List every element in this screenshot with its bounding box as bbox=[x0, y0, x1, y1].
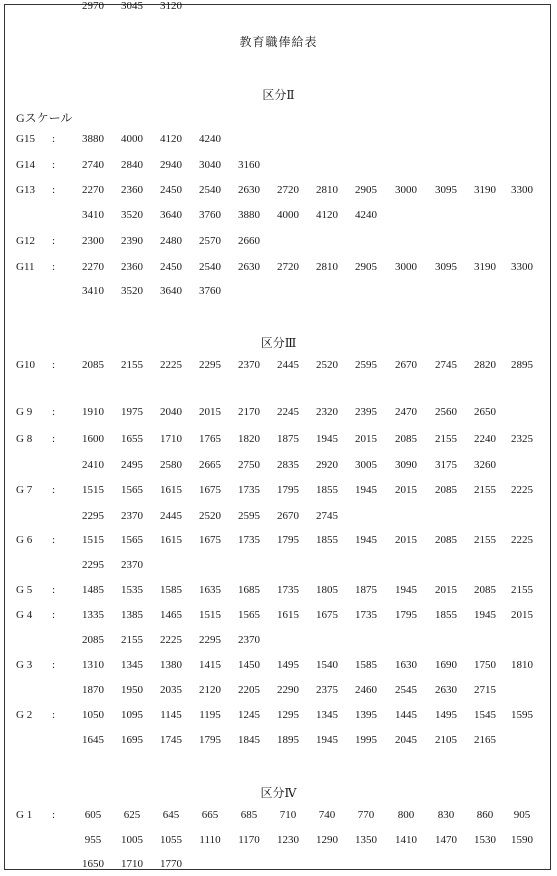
grade-label: G15 bbox=[16, 133, 35, 145]
salary-value: 905 bbox=[513, 809, 531, 821]
salary-value: 2410 bbox=[82, 459, 104, 471]
salary-value: 2745 bbox=[316, 510, 338, 522]
salary-value: 2905 bbox=[355, 261, 377, 273]
salary-value: 685 bbox=[240, 809, 258, 821]
grade-label: G 2 bbox=[16, 709, 33, 721]
salary-value: 830 bbox=[437, 809, 455, 821]
section-heading: 区分Ⅲ bbox=[260, 336, 297, 350]
salary-value: 1055 bbox=[160, 834, 182, 846]
salary-value: 2155 bbox=[474, 484, 496, 496]
salary-value: 1795 bbox=[199, 734, 221, 746]
salary-value: 3410 bbox=[82, 285, 104, 297]
salary-value: 1345 bbox=[121, 659, 143, 671]
salary-value: 1795 bbox=[395, 609, 417, 621]
salary-value: 860 bbox=[476, 809, 494, 821]
salary-value: 1310 bbox=[82, 659, 104, 671]
salary-value: 2370 bbox=[238, 634, 260, 646]
salary-value: 2155 bbox=[511, 584, 533, 596]
salary-value: 1710 bbox=[160, 433, 182, 445]
grade-label: G12 bbox=[16, 235, 35, 247]
grade-colon: : bbox=[52, 359, 56, 371]
grade-colon: : bbox=[52, 484, 56, 496]
salary-value: 2595 bbox=[355, 359, 377, 371]
salary-value: 2660 bbox=[238, 235, 260, 247]
salary-value: 2120 bbox=[199, 684, 221, 696]
salary-value: 2295 bbox=[82, 559, 104, 571]
salary-value: 1805 bbox=[316, 584, 338, 596]
grade-colon: : bbox=[52, 133, 56, 145]
salary-value: 2155 bbox=[121, 359, 143, 371]
grade-label: G 4 bbox=[16, 609, 33, 621]
salary-value: 2015 bbox=[395, 534, 417, 546]
salary-value: 1170 bbox=[238, 834, 260, 846]
grade-label: G 8 bbox=[16, 433, 33, 445]
grade-label: G 1 bbox=[16, 809, 33, 821]
salary-value: 1810 bbox=[511, 659, 533, 671]
salary-value: 1290 bbox=[316, 834, 338, 846]
salary-value: 2155 bbox=[121, 634, 143, 646]
salary-value: 1690 bbox=[435, 659, 457, 671]
salary-value: 3190 bbox=[474, 261, 496, 273]
salary-value: 1645 bbox=[82, 734, 104, 746]
salary-value: 1050 bbox=[82, 709, 104, 721]
salary-value: 1950 bbox=[121, 684, 143, 696]
salary-value: 2085 bbox=[395, 433, 417, 445]
salary-value: 2390 bbox=[121, 235, 143, 247]
salary-value: 2015 bbox=[435, 584, 457, 596]
section-heading: 区分Ⅱ bbox=[262, 88, 295, 102]
salary-value: 2045 bbox=[395, 734, 417, 746]
salary-value: 2595 bbox=[238, 510, 260, 522]
salary-value: 1735 bbox=[355, 609, 377, 621]
grade-label: G10 bbox=[16, 359, 35, 371]
salary-value: 3040 bbox=[199, 159, 221, 171]
salary-value: 1495 bbox=[435, 709, 457, 721]
salary-value: 2105 bbox=[435, 734, 457, 746]
salary-value: 2295 bbox=[199, 359, 221, 371]
salary-value: 2225 bbox=[511, 484, 533, 496]
salary-value: 2225 bbox=[511, 534, 533, 546]
salary-value: 2665 bbox=[199, 459, 221, 471]
salary-value: 4000 bbox=[277, 209, 299, 221]
salary-value: 2360 bbox=[121, 184, 143, 196]
salary-value: 2085 bbox=[435, 484, 457, 496]
salary-value: 1945 bbox=[316, 433, 338, 445]
salary-value: 1875 bbox=[355, 584, 377, 596]
salary-value: 1735 bbox=[238, 534, 260, 546]
salary-value: 1765 bbox=[199, 433, 221, 445]
salary-value: 645 bbox=[162, 809, 180, 821]
salary-value: 2375 bbox=[316, 684, 338, 696]
grade-colon: : bbox=[52, 159, 56, 171]
salary-value: 1945 bbox=[474, 609, 496, 621]
salary-value: 1350 bbox=[355, 834, 377, 846]
salary-value: 1910 bbox=[82, 406, 104, 418]
salary-value: 1590 bbox=[511, 834, 533, 846]
salary-value: 1565 bbox=[121, 534, 143, 546]
salary-value: 2370 bbox=[238, 359, 260, 371]
salary-value: 1245 bbox=[238, 709, 260, 721]
salary-value: 1845 bbox=[238, 734, 260, 746]
salary-value: 1450 bbox=[238, 659, 260, 671]
salary-value: 1855 bbox=[435, 609, 457, 621]
salary-value: 1545 bbox=[474, 709, 496, 721]
salary-value: 3300 bbox=[511, 261, 533, 273]
salary-value: 3095 bbox=[435, 184, 457, 196]
salary-value: 1945 bbox=[395, 584, 417, 596]
salary-value: 2670 bbox=[395, 359, 417, 371]
salary-value: 1595 bbox=[511, 709, 533, 721]
salary-value: 1750 bbox=[474, 659, 496, 671]
salary-value: 4240 bbox=[199, 133, 221, 145]
salary-value: 1395 bbox=[355, 709, 377, 721]
scale-label: Gスケール bbox=[16, 111, 73, 125]
salary-value: 3260 bbox=[474, 459, 496, 471]
grade-label: G13 bbox=[16, 184, 35, 196]
salary-value: 2445 bbox=[160, 510, 182, 522]
salary-value: 1515 bbox=[82, 484, 104, 496]
salary-value: 3880 bbox=[238, 209, 260, 221]
salary-value: 2225 bbox=[160, 359, 182, 371]
page-title: 教育職俸給表 bbox=[239, 35, 318, 49]
salary-value: 2480 bbox=[160, 235, 182, 247]
salary-value: 2205 bbox=[238, 684, 260, 696]
salary-value: 770 bbox=[357, 809, 375, 821]
grade-label: G11 bbox=[16, 261, 35, 273]
salary-value: 2450 bbox=[160, 261, 182, 273]
salary-value: 1820 bbox=[238, 433, 260, 445]
salary-value: 2015 bbox=[199, 406, 221, 418]
salary-value: 1295 bbox=[277, 709, 299, 721]
salary-value: 2290 bbox=[277, 684, 299, 696]
salary-value: 2745 bbox=[435, 359, 457, 371]
salary-value: 2450 bbox=[160, 184, 182, 196]
salary-value: 665 bbox=[201, 809, 219, 821]
salary-value: 2820 bbox=[474, 359, 496, 371]
salary-value: 3880 bbox=[82, 133, 104, 145]
salary-value: 1230 bbox=[277, 834, 299, 846]
salary-value: 1735 bbox=[277, 584, 299, 596]
salary-value: 2520 bbox=[316, 359, 338, 371]
salary-value: 1685 bbox=[238, 584, 260, 596]
salary-value: 1410 bbox=[395, 834, 417, 846]
salary-value: 3175 bbox=[435, 459, 457, 471]
salary-value: 2630 bbox=[238, 261, 260, 273]
grade-label: G 9 bbox=[16, 406, 33, 418]
salary-value: 3410 bbox=[82, 209, 104, 221]
salary-value: 3160 bbox=[238, 159, 260, 171]
salary-value: 2540 bbox=[199, 261, 221, 273]
salary-value: 1530 bbox=[474, 834, 496, 846]
salary-value: 2360 bbox=[121, 261, 143, 273]
salary-value: 1995 bbox=[355, 734, 377, 746]
grade-colon: : bbox=[52, 433, 56, 445]
salary-value: 1565 bbox=[121, 484, 143, 496]
salary-value: 605 bbox=[84, 809, 102, 821]
salary-value: 1945 bbox=[355, 484, 377, 496]
salary-value: 1415 bbox=[199, 659, 221, 671]
salary-value: 1005 bbox=[121, 834, 143, 846]
salary-value: 710 bbox=[279, 809, 297, 821]
salary-value: 2650 bbox=[474, 406, 496, 418]
salary-value: 1585 bbox=[355, 659, 377, 671]
salary-value: 1380 bbox=[160, 659, 182, 671]
salary-value: 1615 bbox=[160, 484, 182, 496]
salary-value: 1515 bbox=[199, 609, 221, 621]
section-heading: 区分Ⅳ bbox=[260, 786, 297, 800]
salary-value: 3000 bbox=[395, 261, 417, 273]
salary-value: 1345 bbox=[316, 709, 338, 721]
salary-value: 1795 bbox=[277, 484, 299, 496]
grade-colon: : bbox=[52, 609, 56, 621]
salary-value: 1945 bbox=[355, 534, 377, 546]
grade-colon: : bbox=[52, 659, 56, 671]
salary-value: 2035 bbox=[160, 684, 182, 696]
salary-value: 2085 bbox=[435, 534, 457, 546]
salary-value: 1695 bbox=[121, 734, 143, 746]
salary-value: 2970 bbox=[82, 0, 104, 12]
grade-colon: : bbox=[52, 534, 56, 546]
salary-value: 2155 bbox=[435, 433, 457, 445]
salary-value: 3760 bbox=[199, 209, 221, 221]
salary-value: 2015 bbox=[355, 433, 377, 445]
salary-value: 2295 bbox=[82, 510, 104, 522]
salary-value: 1735 bbox=[238, 484, 260, 496]
salary-value: 2840 bbox=[121, 159, 143, 171]
salary-value: 1855 bbox=[316, 484, 338, 496]
salary-value: 2670 bbox=[277, 510, 299, 522]
grade-label: G 7 bbox=[16, 484, 33, 496]
salary-value: 2445 bbox=[277, 359, 299, 371]
salary-value: 1145 bbox=[160, 709, 182, 721]
salary-value: 2630 bbox=[435, 684, 457, 696]
grade-colon: : bbox=[52, 235, 56, 247]
salary-value: 3045 bbox=[121, 0, 143, 12]
salary-value: 2750 bbox=[238, 459, 260, 471]
salary-value: 2580 bbox=[160, 459, 182, 471]
salary-value: 1675 bbox=[199, 484, 221, 496]
salary-value: 2630 bbox=[238, 184, 260, 196]
salary-value: 2300 bbox=[82, 235, 104, 247]
salary-value: 955 bbox=[84, 834, 102, 846]
salary-value: 2520 bbox=[199, 510, 221, 522]
salary-value: 4120 bbox=[316, 209, 338, 221]
salary-value: 2085 bbox=[474, 584, 496, 596]
grade-colon: : bbox=[52, 406, 56, 418]
salary-value: 2540 bbox=[199, 184, 221, 196]
salary-value: 2905 bbox=[355, 184, 377, 196]
salary-value: 2395 bbox=[355, 406, 377, 418]
salary-value: 2545 bbox=[395, 684, 417, 696]
salary-value: 2470 bbox=[395, 406, 417, 418]
salary-value: 1615 bbox=[160, 534, 182, 546]
salary-value: 1600 bbox=[82, 433, 104, 445]
salary-value: 1635 bbox=[199, 584, 221, 596]
salary-value: 1615 bbox=[277, 609, 299, 621]
salary-value: 1795 bbox=[277, 534, 299, 546]
salary-value: 2155 bbox=[474, 534, 496, 546]
salary-value: 1650 bbox=[82, 858, 104, 870]
salary-value: 625 bbox=[123, 809, 141, 821]
salary-value: 2040 bbox=[160, 406, 182, 418]
salary-value: 1335 bbox=[82, 609, 104, 621]
salary-value: 2170 bbox=[238, 406, 260, 418]
grade-colon: : bbox=[52, 261, 56, 273]
salary-value: 1445 bbox=[395, 709, 417, 721]
salary-value: 1875 bbox=[277, 433, 299, 445]
salary-value: 2810 bbox=[316, 184, 338, 196]
salary-value: 1565 bbox=[238, 609, 260, 621]
salary-value: 740 bbox=[318, 809, 336, 821]
salary-value: 2495 bbox=[121, 459, 143, 471]
salary-value: 2940 bbox=[160, 159, 182, 171]
salary-value: 1515 bbox=[82, 534, 104, 546]
salary-value: 2240 bbox=[474, 433, 496, 445]
salary-value: 2810 bbox=[316, 261, 338, 273]
salary-value: 2560 bbox=[435, 406, 457, 418]
salary-value: 4000 bbox=[121, 133, 143, 145]
salary-value: 1855 bbox=[316, 534, 338, 546]
salary-value: 2295 bbox=[199, 634, 221, 646]
salary-value: 3190 bbox=[474, 184, 496, 196]
salary-value: 1385 bbox=[121, 609, 143, 621]
salary-value: 1110 bbox=[199, 834, 221, 846]
salary-value: 1745 bbox=[160, 734, 182, 746]
salary-value: 2570 bbox=[199, 235, 221, 247]
salary-value: 2720 bbox=[277, 184, 299, 196]
salary-value: 4120 bbox=[160, 133, 182, 145]
salary-value: 1465 bbox=[160, 609, 182, 621]
salary-value: 1095 bbox=[121, 709, 143, 721]
salary-value: 1585 bbox=[160, 584, 182, 596]
salary-value: 1495 bbox=[277, 659, 299, 671]
salary-value: 1540 bbox=[316, 659, 338, 671]
salary-value: 2920 bbox=[316, 459, 338, 471]
salary-value: 2460 bbox=[355, 684, 377, 696]
grade-label: G 6 bbox=[16, 534, 33, 546]
salary-value: 3005 bbox=[355, 459, 377, 471]
salary-value: 1195 bbox=[199, 709, 221, 721]
salary-value: 2245 bbox=[277, 406, 299, 418]
grade-colon: : bbox=[52, 184, 56, 196]
salary-value: 1770 bbox=[160, 858, 182, 870]
salary-value: 3095 bbox=[435, 261, 457, 273]
salary-value: 1710 bbox=[121, 858, 143, 870]
salary-value: 2270 bbox=[82, 261, 104, 273]
salary-value: 2015 bbox=[511, 609, 533, 621]
salary-value: 3520 bbox=[121, 285, 143, 297]
salary-value: 2320 bbox=[316, 406, 338, 418]
salary-value: 1535 bbox=[121, 584, 143, 596]
salary-value: 1895 bbox=[277, 734, 299, 746]
salary-value: 2370 bbox=[121, 559, 143, 571]
salary-value: 1945 bbox=[316, 734, 338, 746]
salary-value: 1485 bbox=[82, 584, 104, 596]
salary-value: 2370 bbox=[121, 510, 143, 522]
salary-value: 1655 bbox=[121, 433, 143, 445]
salary-value: 1675 bbox=[199, 534, 221, 546]
salary-value: 2015 bbox=[395, 484, 417, 496]
grade-colon: : bbox=[52, 709, 56, 721]
salary-value: 1870 bbox=[82, 684, 104, 696]
salary-value: 2835 bbox=[277, 459, 299, 471]
grade-label: G 5 bbox=[16, 584, 33, 596]
salary-value: 3760 bbox=[199, 285, 221, 297]
salary-value: 2225 bbox=[160, 634, 182, 646]
salary-value: 3300 bbox=[511, 184, 533, 196]
salary-value: 1630 bbox=[395, 659, 417, 671]
salary-value: 3640 bbox=[160, 285, 182, 297]
salary-value: 1975 bbox=[121, 406, 143, 418]
salary-value: 1470 bbox=[435, 834, 457, 846]
salary-value: 2085 bbox=[82, 634, 104, 646]
salary-value: 3090 bbox=[395, 459, 417, 471]
grade-label: G 3 bbox=[16, 659, 33, 671]
salary-value: 2895 bbox=[511, 359, 533, 371]
grade-colon: : bbox=[52, 584, 56, 596]
grade-label: G14 bbox=[16, 159, 35, 171]
salary-value: 3640 bbox=[160, 209, 182, 221]
salary-value: 2085 bbox=[82, 359, 104, 371]
salary-value: 2715 bbox=[474, 684, 496, 696]
salary-value: 4240 bbox=[355, 209, 377, 221]
salary-value: 3000 bbox=[395, 184, 417, 196]
salary-value: 2325 bbox=[511, 433, 533, 445]
grade-colon: : bbox=[52, 809, 56, 821]
salary-value: 3120 bbox=[160, 0, 182, 12]
salary-value: 800 bbox=[397, 809, 415, 821]
salary-value: 2270 bbox=[82, 184, 104, 196]
salary-value: 2165 bbox=[474, 734, 496, 746]
salary-value: 2720 bbox=[277, 261, 299, 273]
salary-value: 3520 bbox=[121, 209, 143, 221]
salary-value: 2740 bbox=[82, 159, 104, 171]
salary-value: 1675 bbox=[316, 609, 338, 621]
